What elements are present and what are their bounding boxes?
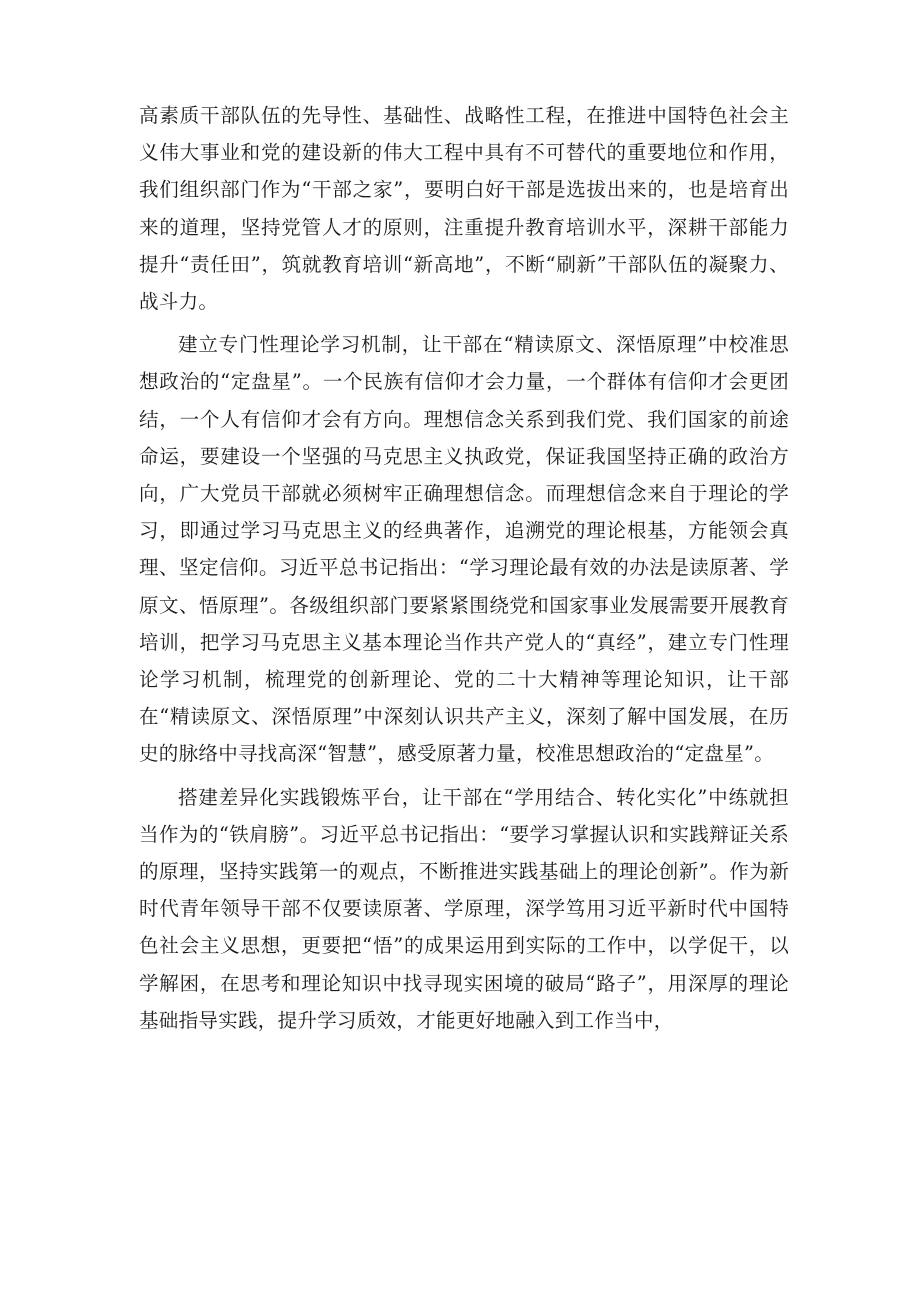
paragraph-practice-platform: 搭建差异化实践锻炼平台，让干部在“学用结合、转化实化”中练就担当作为的“铁肩膀”。习近平总书记指出：“要学习掌握认识和实践辩证关系的原理，坚持实践第一的观点，不断推进实践基础上的理论创新”。作为新时代青年领导干部不仅要读原著、学原理，深学笃用习近平新时代中国特色社会主义思想，更要把“悟”的成果运用到实际的工作中，以学促干，以学解困，在思考和理论知识中找寻现实困境的破局“路子”，用深厚的理论基础指导实践，提升学习质效，才能更好地融入到工作当中， [139, 785, 789, 1032]
document-body [139, 97, 789, 1045]
paragraph-continuation: 高素质干部队伍的先导性、基础性、战略性工程，在推进中国特色社会主义伟大事业和党的建设新的伟大工程中具有不可替代的重要地位和作用，我们组织部门作为“干部之家”，要明白好干部是选拔出来的，也是培育出来的道理，坚持党管人才的原则，注重提升教育培训水平，深耕干部能力提升“责任田”，筑就教育培训“新高地”，不断“刷新”干部队伍的凝聚力、战斗力。 [139, 104, 789, 314]
paragraph-theory-study: 建立专门性理论学习机制，让干部在“精读原文、深悟原理”中校准思想政治的“定盘星”。一个民族有信仰才会力量，一个群体有信仰才会更团结，一个人有信仰才会有方向。理想信念关系到我们党、我们国家的前途命运，要建设一个坚强的马克思主义执政党，保证我国坚持正确的政治方向，广大党员干部就必须树牢正确理想信念。而理想信念来自于理论的学习，即通过学习马克思主义的经典著作，追溯党的理论根基，方能领会真理、坚定信仰。习近平总书记指出：“学习理论最有效的办法是读原著、学原文、悟原理”。各级组织部门要紧紧围绕党和国家事业发展需要开展教育培训，把学习马克思主义基本理论当作共产党人的“真经”，建立专门性理论学习机制，梳理党的创新理论、党的二十大精神等理论知识，让干部在“精读原文、深悟原理”中深刻认识共产主义，深刻了解中国发展，在历史的脉络中寻找高深“智慧”，感受原著力量，校准思想政治的“定盘星”。 [139, 333, 789, 766]
